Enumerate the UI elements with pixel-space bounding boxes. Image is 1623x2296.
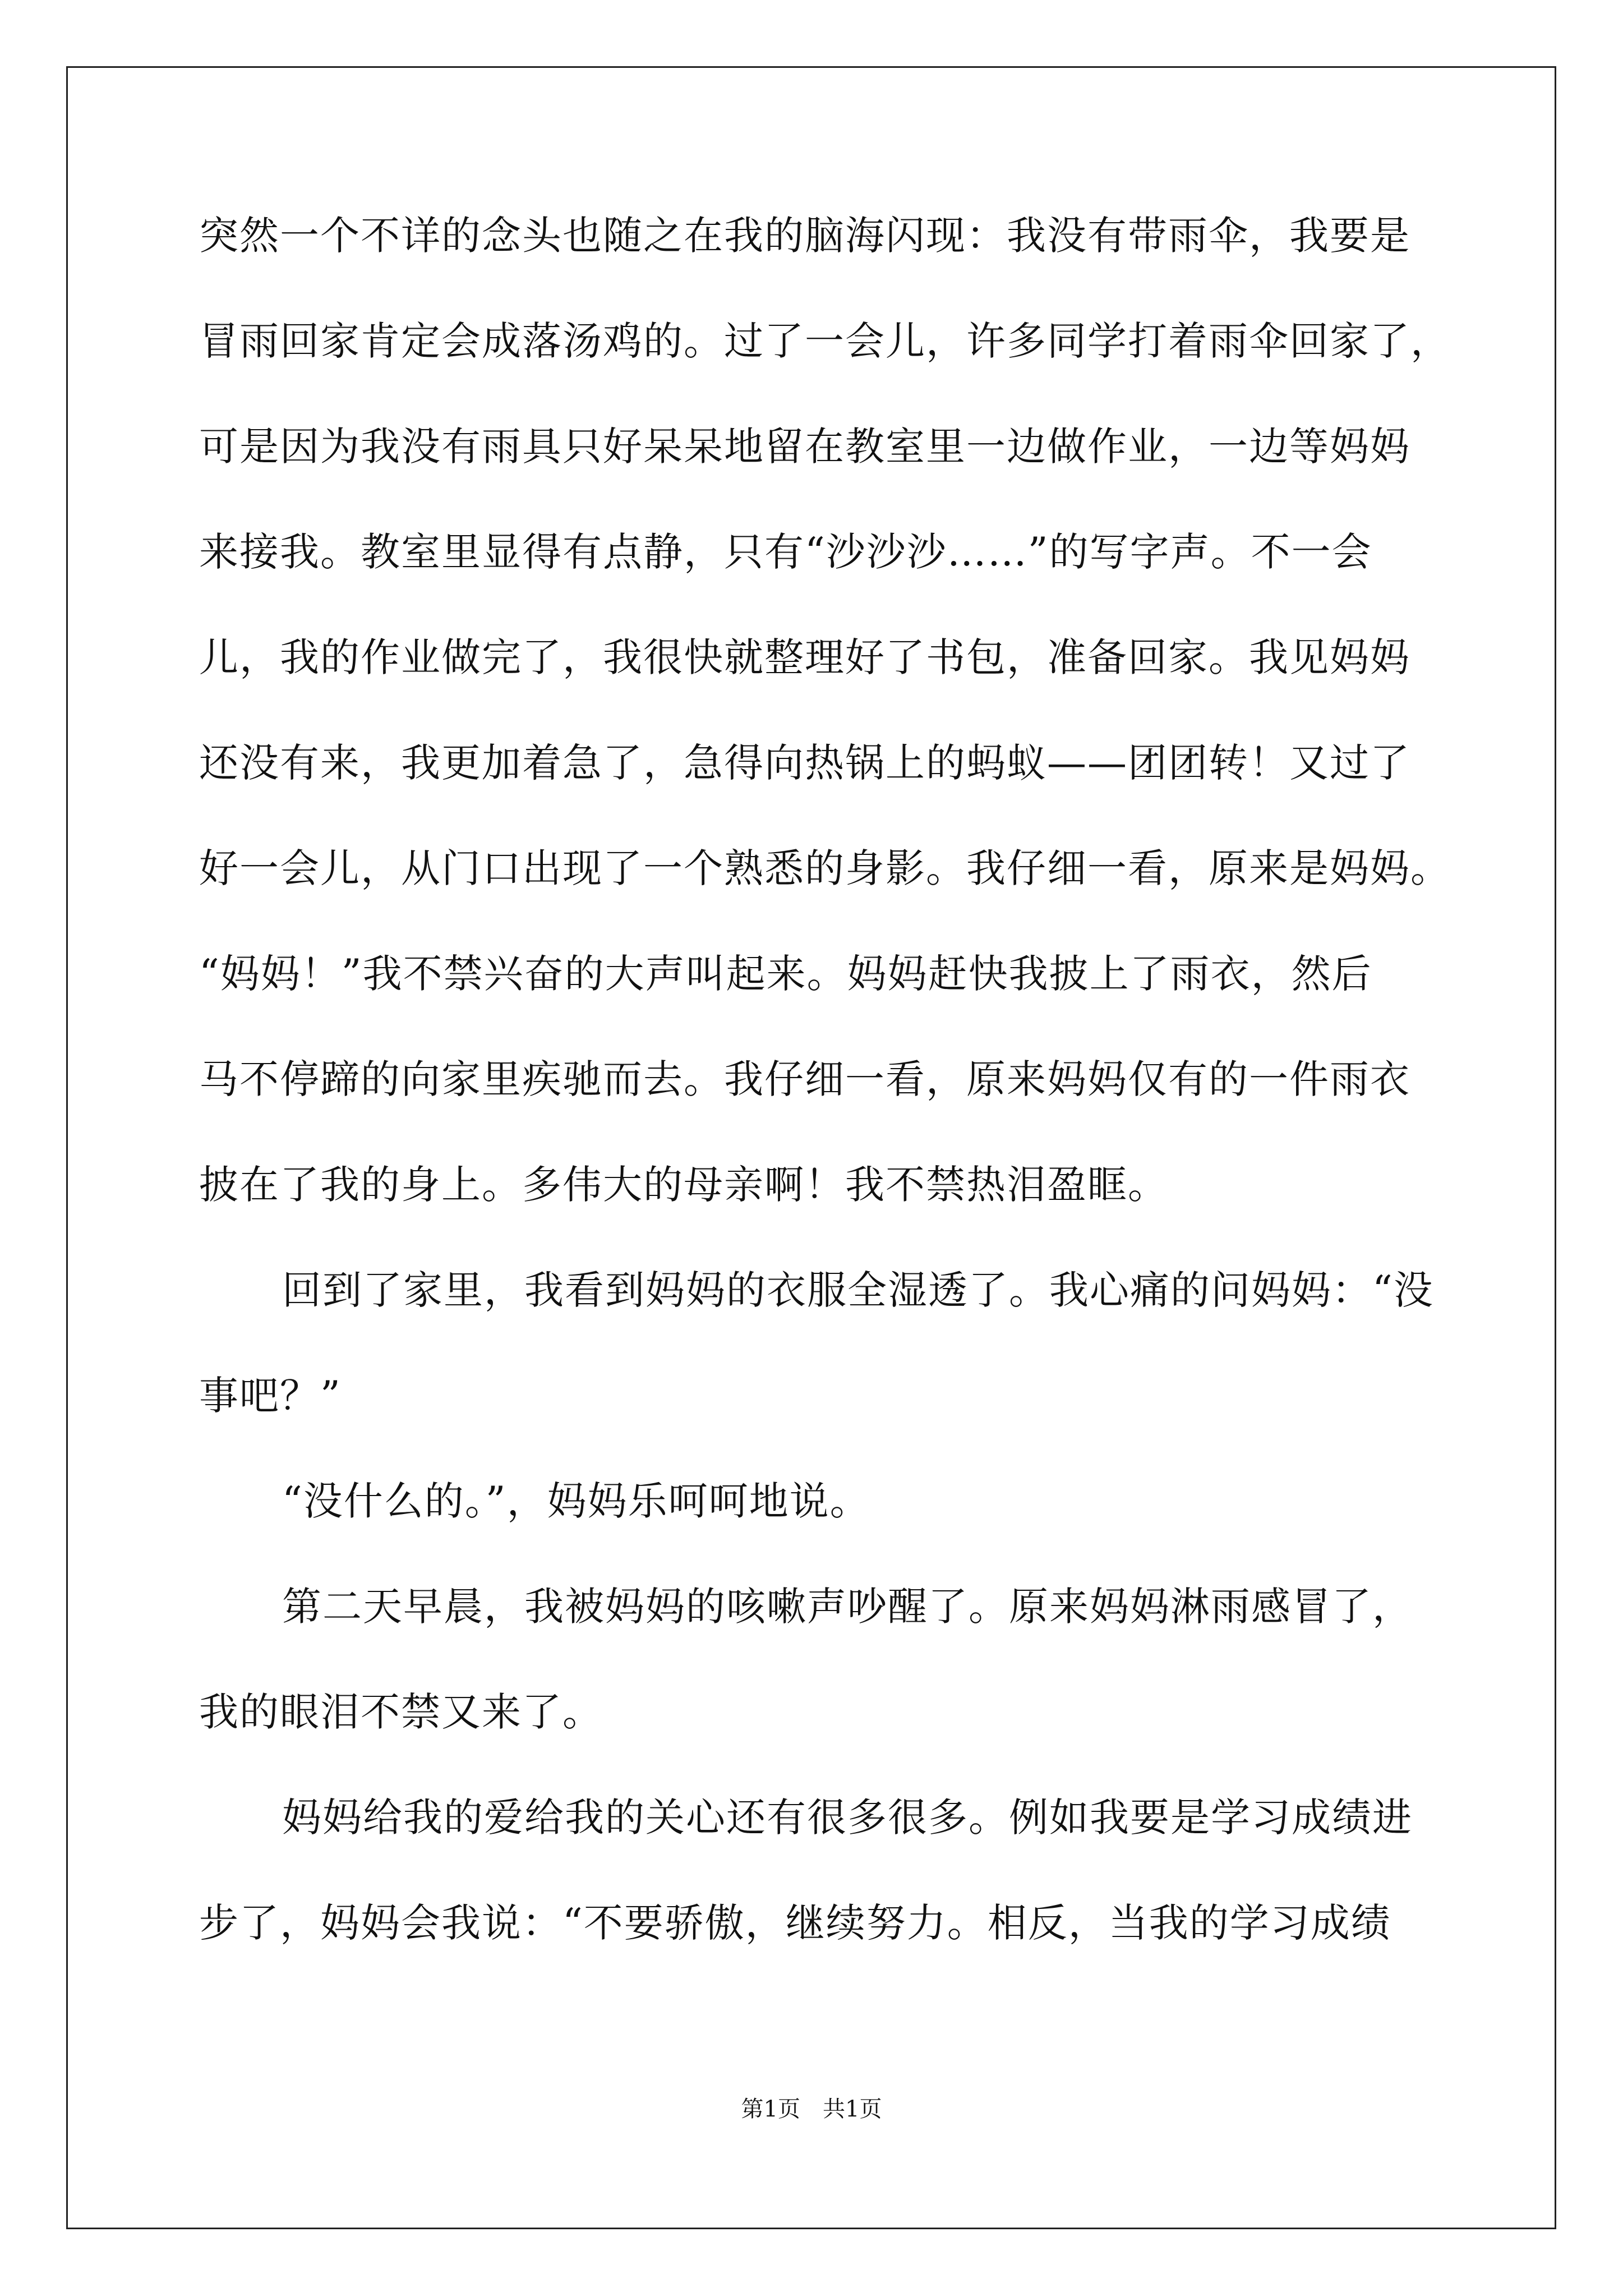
page-footer: 第1页 共1页 — [741, 2096, 882, 2122]
text-line: 儿，我的作业做完了，我很快就整理好了书包，准备回家。我见妈妈 — [199, 634, 1410, 680]
text-line: 可是因为我没有雨具只好呆呆地留在教室里一边做作业，一边等妈妈 — [199, 424, 1410, 470]
text-line: 步了，妈妈会我说：“不要骄傲，继续努力。相反，当我的学习成绩 — [199, 1900, 1391, 1946]
text-line: 突然一个不详的念头也随之在我的脑海闪现：我没有带雨伞，我要是 — [199, 213, 1410, 259]
text-line: 马不停蹄的向家里疾驰而去。我仔细一看，原来妈妈仅有的一件雨衣 — [199, 1056, 1410, 1102]
text-line: “妈妈！”我不禁兴奋的大声叫起来。妈妈赶快我披上了雨衣，然后 — [199, 951, 1372, 997]
text-line: 好一会儿，从门口出现了一个熟悉的身影。我仔细一看，原来是妈妈。 — [199, 845, 1451, 891]
text-line: 来接我。教室里显得有点静，只有“沙沙沙……”的写字声。不一会 — [199, 529, 1372, 575]
text-line: 披在了我的身上。多伟大的母亲啊！我不禁热泪盈眶。 — [199, 1162, 1168, 1208]
text-line: 还没有来，我更加着急了，急得向热锅上的蚂蚁——团团转！又过了 — [199, 740, 1410, 786]
text-line: 我的眼泪不禁又来了。 — [199, 1689, 603, 1735]
text-line: 回到了家里，我看到妈妈的衣服全湿透了。我心痛的问妈妈：“没 — [282, 1267, 1434, 1313]
text-line: 冒雨回家肯定会成落汤鸡的。过了一会儿，许多同学打着雨伞回家了， — [199, 318, 1451, 364]
text-line: 事吧？” — [199, 1373, 342, 1419]
text-line: 第二天早晨，我被妈妈的咳嗽声吵醒了。原来妈妈淋雨感冒了， — [282, 1584, 1413, 1630]
text-line: “没什么的。”，妈妈乐呵呵地说。 — [282, 1478, 870, 1524]
text-line: 妈妈给我的爱给我的关心还有很多很多。例如我要是学习成绩进 — [282, 1795, 1413, 1841]
